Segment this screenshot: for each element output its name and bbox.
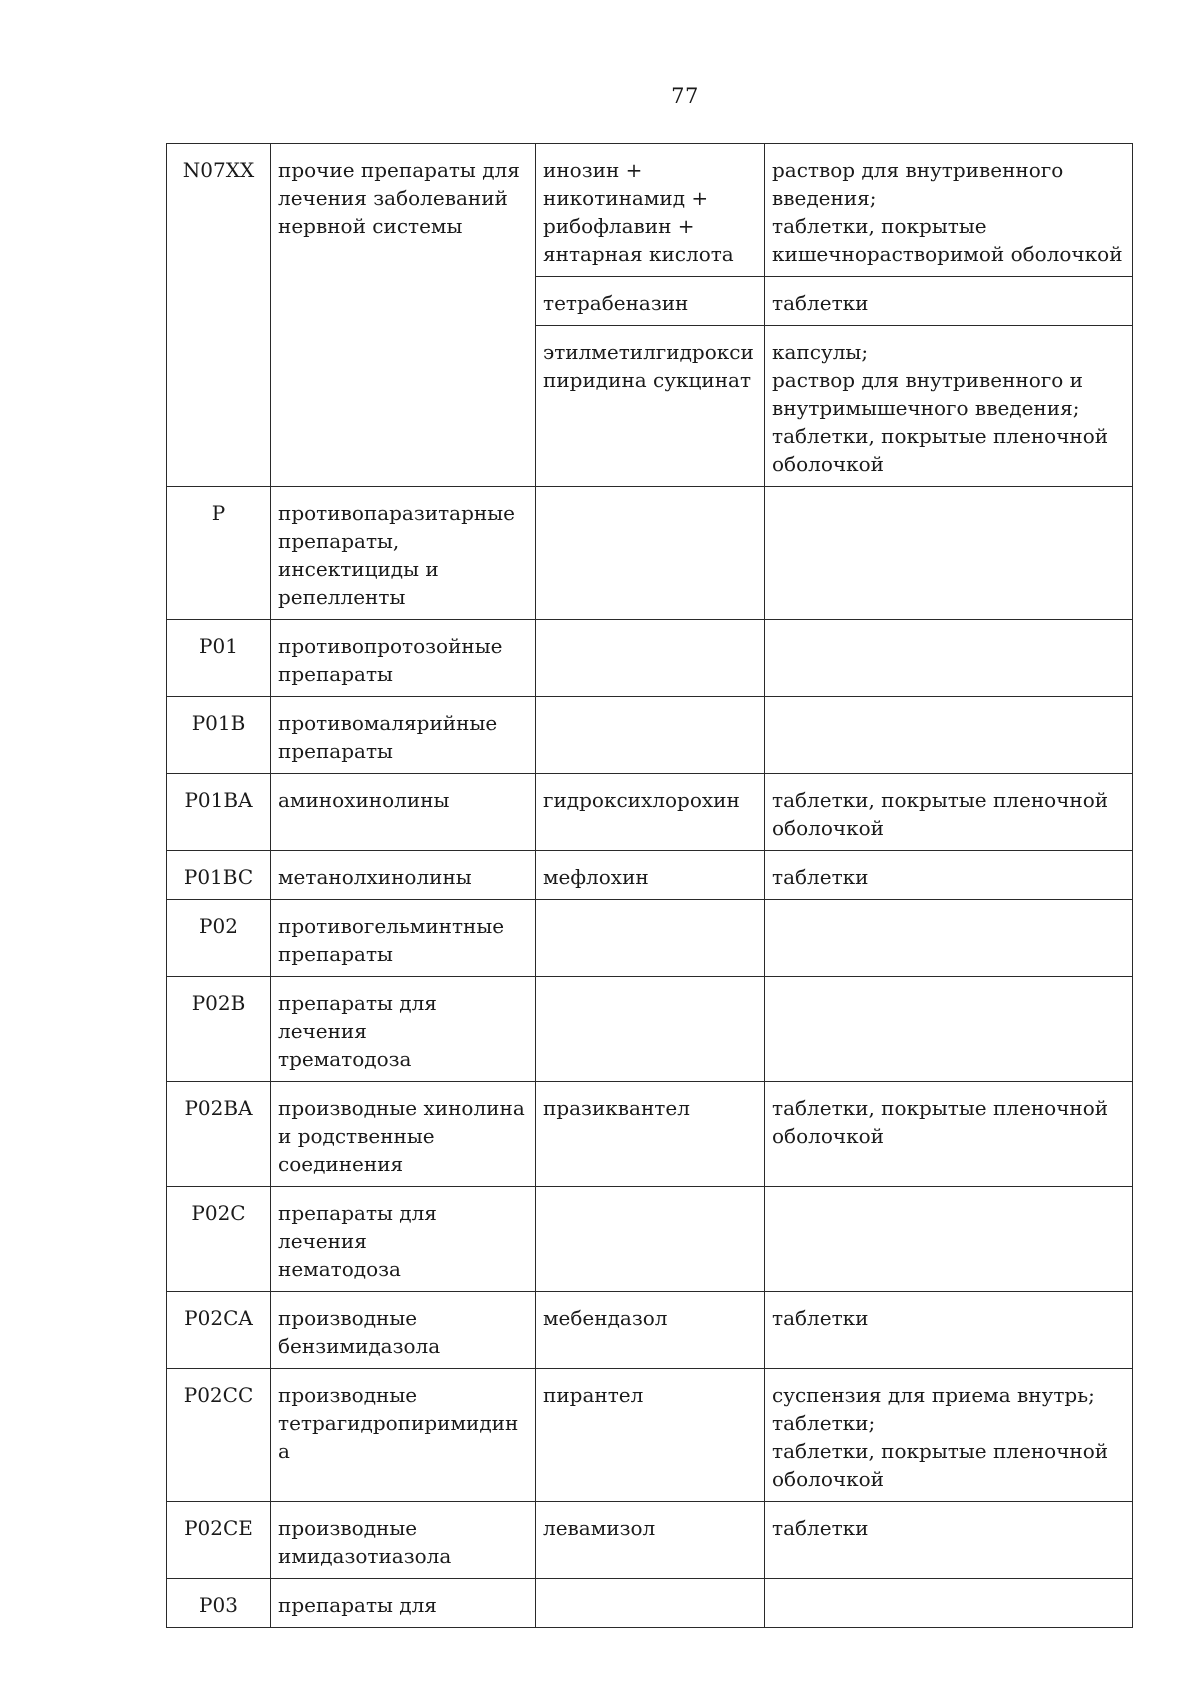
dosage-form-cell	[765, 1187, 1133, 1292]
table-row	[167, 774, 1133, 851]
dosage-form-cell	[765, 697, 1133, 774]
drug-name-cell	[536, 697, 765, 774]
drug-name-cell: мебендазол	[536, 1292, 765, 1369]
page-number: 77	[671, 84, 699, 108]
table-row	[167, 1082, 1133, 1187]
table-row	[167, 1187, 1133, 1292]
atc-code-cell: P01BC	[167, 851, 271, 900]
atc-code-cell: N07XX	[167, 144, 271, 487]
atc-description-cell: противомалярийные препараты	[271, 697, 536, 774]
drug-name-cell: этилметилгидрокси пиридина сукцинат	[536, 326, 765, 487]
dosage-form-cell: суспензия для приема внутрь; таблетки; таблетки, покрытые пленочной оболочкой	[765, 1369, 1133, 1502]
atc-code-cell: P02CE	[167, 1502, 271, 1579]
dosage-form-cell: таблетки, покрытые пленочной оболочкой	[765, 774, 1133, 851]
atc-description-cell: производные имидазотиазола	[271, 1502, 536, 1579]
atc-description-cell: препараты для лечения трематодоза	[271, 977, 536, 1082]
atc-code-cell: P02	[167, 900, 271, 977]
atc-description-cell: противопротозойные препараты	[271, 620, 536, 697]
dosage-form-cell: таблетки	[765, 851, 1133, 900]
table-row	[167, 851, 1133, 900]
atc-code-cell: P02BA	[167, 1082, 271, 1187]
drug-name-cell	[536, 1187, 765, 1292]
dosage-form-cell	[765, 1579, 1133, 1628]
table-row	[167, 620, 1133, 697]
dosage-form-cell	[765, 977, 1133, 1082]
atc-code-cell: P02B	[167, 977, 271, 1082]
atc-code-cell: P03	[167, 1579, 271, 1628]
atc-code-cell: P01B	[167, 697, 271, 774]
table-row	[167, 1579, 1133, 1628]
atc-description-cell: препараты для лечения нематодоза	[271, 1187, 536, 1292]
drug-name-cell: гидроксихлорохин	[536, 774, 765, 851]
atc-code-cell: P01BA	[167, 774, 271, 851]
drug-name-cell: левамизол	[536, 1502, 765, 1579]
table-row	[167, 1369, 1133, 1502]
table-row	[167, 144, 1133, 277]
atc-description-cell: противопаразитарные препараты, инсектициды и репелленты	[271, 487, 536, 620]
atc-description-cell: производные тетрагидропиримидина	[271, 1369, 536, 1502]
atc-code-cell: P01	[167, 620, 271, 697]
dosage-form-cell: таблетки	[765, 1502, 1133, 1579]
table-row	[167, 1292, 1133, 1369]
drug-name-cell	[536, 1579, 765, 1628]
atc-code-cell: P02C	[167, 1187, 271, 1292]
table-row	[167, 977, 1133, 1082]
drug-table	[166, 143, 1133, 1628]
drug-name-cell	[536, 977, 765, 1082]
atc-description-cell: прочие препараты для лечения заболеваний нервной системы	[271, 144, 536, 487]
atc-code-cell: P02CA	[167, 1292, 271, 1369]
dosage-form-cell: капсулы; раствор для внутривенного и внутримышечного введения; таблетки, покрытые пленочной оболочкой	[765, 326, 1133, 487]
drug-name-cell: пирантел	[536, 1369, 765, 1502]
drug-name-cell: тетрабеназин	[536, 277, 765, 326]
table-row	[167, 697, 1133, 774]
atc-description-cell: препараты для	[271, 1579, 536, 1628]
atc-code-cell: P02CC	[167, 1369, 271, 1502]
drug-name-cell	[536, 900, 765, 977]
dosage-form-cell: таблетки, покрытые пленочной оболочкой	[765, 1082, 1133, 1187]
atc-description-cell: производные хинолина и родственные соединения	[271, 1082, 536, 1187]
atc-description-cell: метанолхинолины	[271, 851, 536, 900]
drug-name-cell: мефлохин	[536, 851, 765, 900]
dosage-form-cell	[765, 620, 1133, 697]
atc-description-cell: противогельминтные препараты	[271, 900, 536, 977]
drug-name-cell	[536, 620, 765, 697]
dosage-form-cell: таблетки	[765, 1292, 1133, 1369]
table-row	[167, 1502, 1133, 1579]
table-row	[167, 900, 1133, 977]
dosage-form-cell	[765, 487, 1133, 620]
dosage-form-cell: таблетки	[765, 277, 1133, 326]
atc-description-cell: аминохинолины	[271, 774, 536, 851]
atc-code-cell: P	[167, 487, 271, 620]
dosage-form-cell	[765, 900, 1133, 977]
dosage-form-cell: раствор для внутривенного введения; таблетки, покрытые кишечнорастворимой оболочкой	[765, 144, 1133, 277]
drug-name-cell: празиквантел	[536, 1082, 765, 1187]
table-row	[167, 487, 1133, 620]
drug-name-cell: инозин + никотинамид + рибофлавин + янтарная кислота	[536, 144, 765, 277]
drug-name-cell	[536, 487, 765, 620]
atc-description-cell: производные бензимидазола	[271, 1292, 536, 1369]
